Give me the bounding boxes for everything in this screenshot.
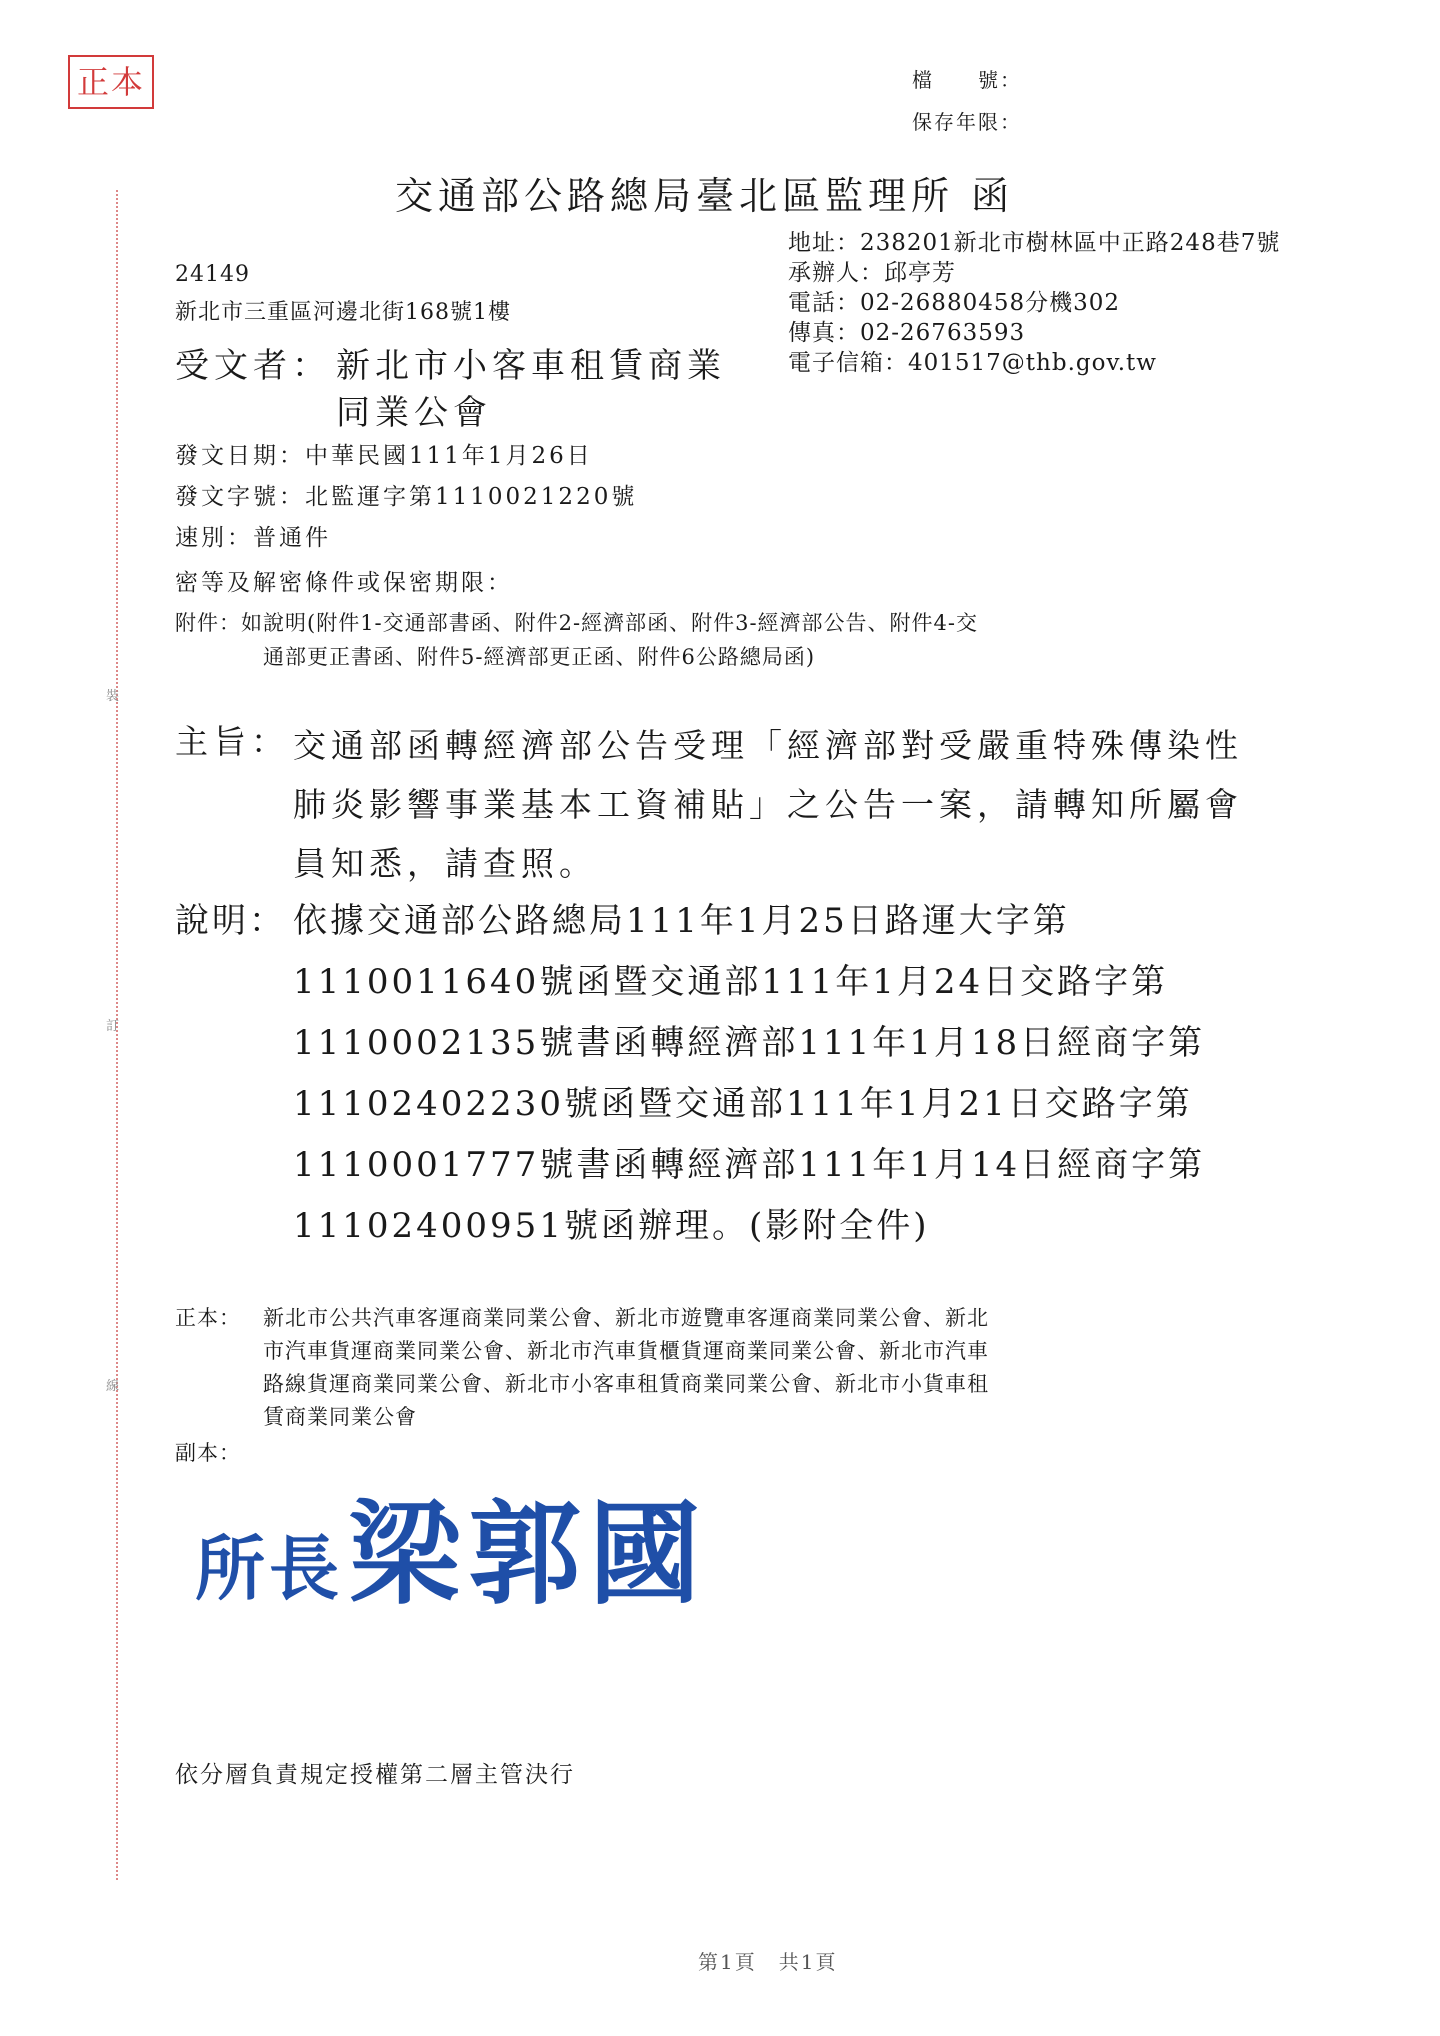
description-line: 依據交通部公路總局111年1月25日路運大字第 [293,901,1070,941]
binding-mark-zhuang: 裝 [106,689,120,704]
sender-phone: 電話：02-26880458分機302 [788,290,1121,316]
sender-address: 地址：238201新北市樹林區中正路248巷7號 [788,230,1281,256]
sender-info [788,228,1280,378]
page-number: 第1頁 共1頁 [698,1950,838,1974]
description-line: 1110001777號書函轉經濟部111年1月14日經商字第 [293,1145,1206,1185]
director-signature-seal [195,1465,709,1626]
original-copy-stamp: 正本 [68,55,154,109]
subject-body [293,716,1243,893]
original-recipients-line: 市汽車貨運商業同業公會、新北市汽車貨櫃貨運商業同業公會、新北市汽車 [263,1339,989,1363]
delegation-note: 依分層負責規定授權第二層主管決行 [175,1762,575,1788]
attachment-line-1: 附件：如說明(附件1-交通部書函、附件2-經濟部函、附件3-經濟部公告、附件4-交 [175,611,979,635]
subject-line: 員知悉，請查照。 [293,844,597,883]
original-recipients-line: 賃商業同業公會 [263,1405,417,1429]
description-body [293,891,1205,1257]
attachment-line-2: 通部更正書函、附件5-經濟部更正函、附件6公路總局函) [263,645,816,669]
description-line: 1110011640號函暨交通部111年1月24日交路字第 [293,962,1169,1002]
original-recipients-line: 新北市公共汽車客運商業同業公會、新北市遊覽車客運商業同業公會、新北 [263,1306,989,1330]
original-recipients-line: 路線貨運商業同業公會、新北市小客車租賃商業同業公會、新北市小貨車租 [263,1372,989,1396]
issue-date: 發文日期：中華民國111年1月26日 [175,443,593,469]
retention-period-label: 保存年限： [912,110,1022,134]
copy-recipients-label: 副本： [175,1441,241,1465]
binding-mark-xian: 線 [106,1379,120,1394]
recipient-name-line1: 新北市小客車租賃商業 [336,346,726,386]
description-line: 11102402230號函暨交通部111年1月21日交路字第 [293,1084,1193,1124]
secrecy-condition: 密等及解密條件或保密期限： [175,570,513,596]
file-number-label: 檔 號： [912,68,1022,92]
original-recipients-label: 正本： [175,1306,241,1330]
signature-title: 所長 [195,1527,343,1610]
binding-line [116,190,118,1880]
issue-number: 發文字號：北監運字第1110021220號 [175,484,638,510]
recipient-postal-code: 24149 [175,262,250,287]
recipient-address: 新北市三重區河邊北街168號1樓 [175,300,511,325]
binding-mark-ding: 訂 [106,1019,120,1034]
sender-contact: 承辦人：邱亭芳 [788,260,956,286]
speed-category: 速別：普通件 [175,525,331,551]
recipient-label: 受文者： [175,346,331,386]
subject-line: 肺炎影響事業基本工資補貼」之公告一案，請轉知所屬會 [293,785,1243,824]
document-title: 交通部公路總局臺北區監理所 函 [395,174,1015,218]
description-label: 說明： [175,901,286,941]
subject-line: 交通部函轉經濟部公告受理「經濟部對受嚴重特殊傳染性 [293,726,1243,765]
sender-fax: 傳真：02-26763593 [788,320,1026,346]
recipient-name-line2: 同業公會 [336,393,492,433]
description-line: 1110002135號書函轉經濟部111年1月18日經商字第 [293,1023,1206,1063]
subject-label: 主旨： [175,722,289,761]
original-recipients-list [263,1302,989,1434]
sender-email: 電子信箱：401517@thb.gov.tw [788,350,1157,376]
signature-name: 梁郭國 [348,1489,709,1620]
description-line: 11102400951號函辦理。(影附全件) [293,1206,930,1246]
